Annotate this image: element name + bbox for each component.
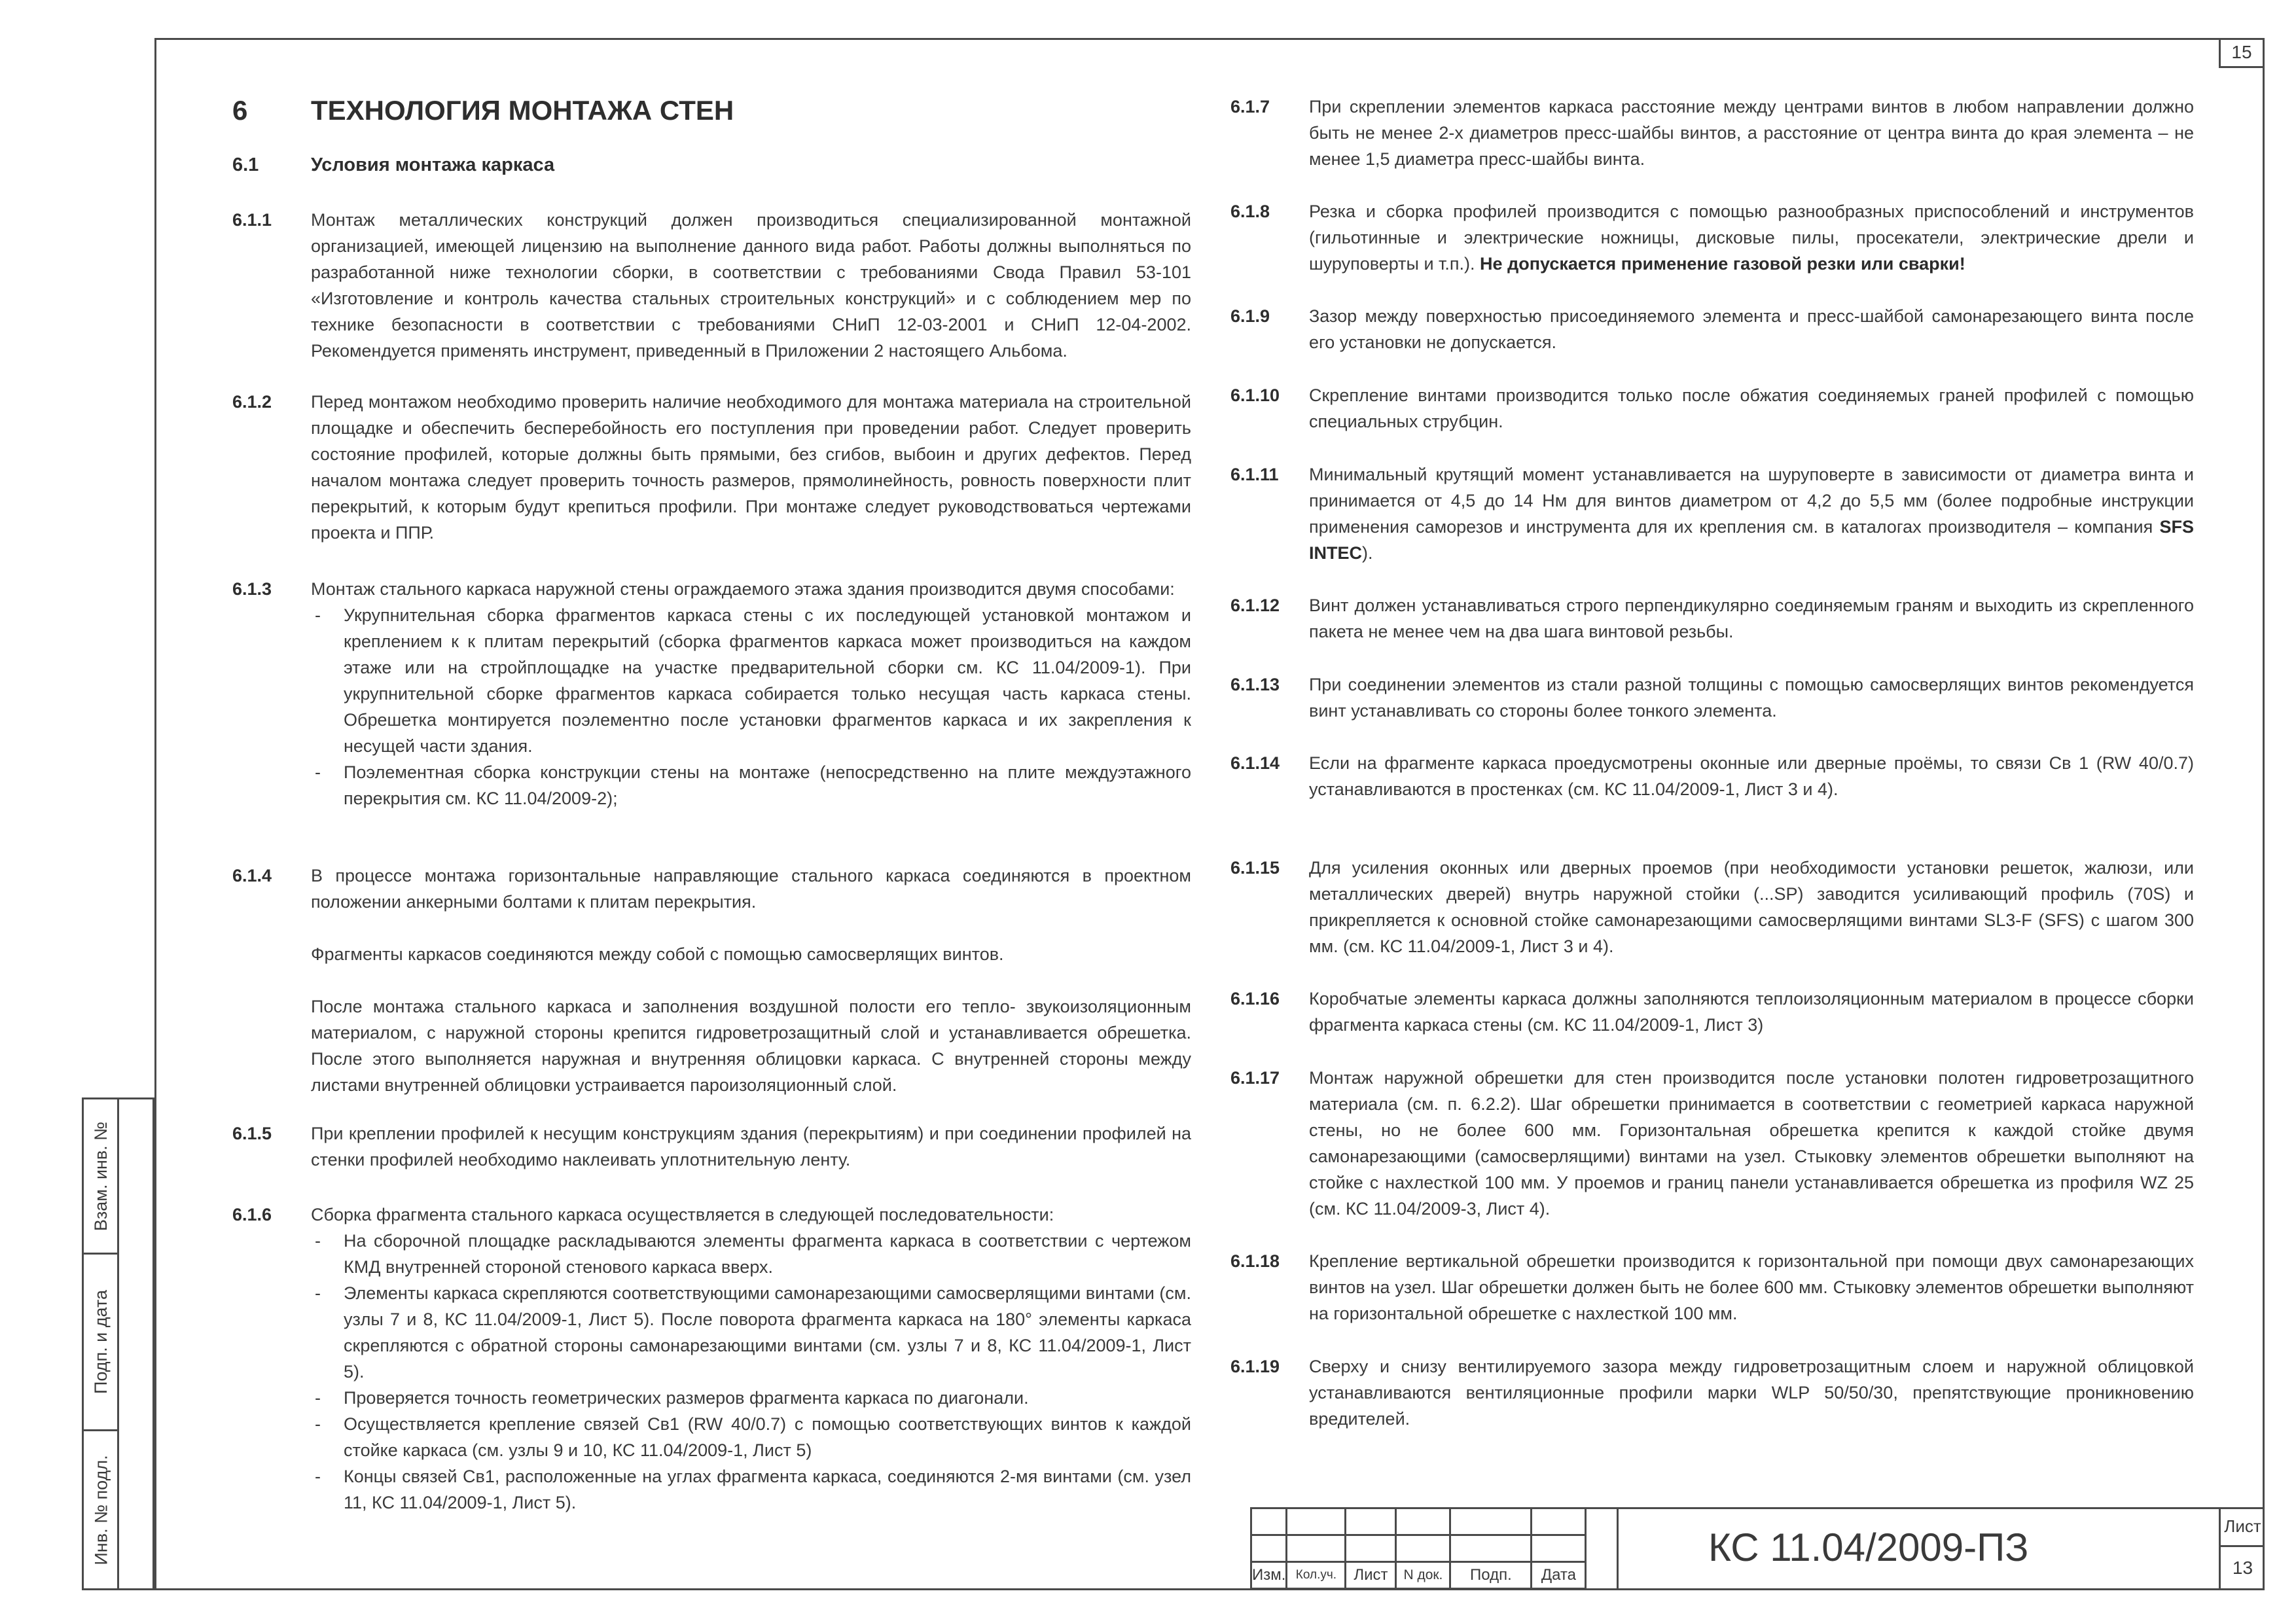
clause-number: 6.1.7 xyxy=(1230,97,1270,116)
clause-number: 6.1.1 xyxy=(232,210,272,230)
subsection-number: 6.1 xyxy=(232,154,259,175)
clause-text: Монтаж стального каркаса наружной стены ограждаемого этажа здания производится двумя способами: xyxy=(311,579,1175,599)
list-item: - Проверяется точность геометрических размеров фрагмента каркаса по диагонали. xyxy=(315,1388,1029,1408)
clause-text: После монтажа стального каркаса и заполнения воздушной полости его тепло- звукоизоляционным материалом, с наружной стороны крепится гидроветрозащитный слой и устанавливается обрешетка. После этого выполняется наружная и внутренняя облицовки каркаса. С внутренней стороны между листами внутренней облицовки устраивается пароизоляционный слой. xyxy=(311,997,1191,1095)
list-item: - Элементы каркаса скрепляются соответствующими самонарезающими самосверлящими винтами (см. узлы 7 и 8, КС 11.04/2009-1, Лист 5). После поворота фрагмента каркаса на 180° элементы каркаса скрепляются с обратной стороны самонарезающими винтами (см. узлы 7 и 8, КС 11.04/2009-1, Лист 5). xyxy=(315,1283,1191,1382)
section-number: 6 xyxy=(232,95,248,126)
side-stamp xyxy=(82,1097,154,1590)
clause-number: 6.1.10 xyxy=(1230,385,1280,405)
clause-number: 6.1.11 xyxy=(1230,465,1279,484)
clause-number: 6.1.13 xyxy=(1230,675,1280,694)
side-label-signature: Подп. и дата xyxy=(91,1289,111,1395)
side-cell-original xyxy=(84,1429,119,1588)
side-cell-replacement xyxy=(84,1099,119,1253)
clause-number: 6.1.2 xyxy=(232,392,272,412)
clause-text: Коробчатые элементы каркаса должны заполняются теплоизоляционным материалом в процессе сборки фрагмента каркаса стены (см. КС 11.04/2009-1, Лист 3) xyxy=(1309,989,2194,1035)
clause-number: 6.1.19 xyxy=(1230,1357,1280,1376)
column-header: Изм. xyxy=(1251,1562,1287,1589)
clause-text: При креплении профилей к несущим конструкциям здания (перекрытиям) и при соединении профилей на стенки профилей необходимо наклеивать уплотнительную ленту. xyxy=(311,1124,1191,1169)
clause-number: 6.1.4 xyxy=(232,866,272,885)
clause-text: При скреплении элементов каркаса расстояние между центрами винтов в любом направлении должно быть не менее 2-х диаметров пресс-шайбы винтов, а расстояние от центра винта до края элемента – не менее 1,5 диаметра пресс-шайбы винта. xyxy=(1309,97,2194,169)
clause-text: В процессе монтажа горизонтальные направляющие стального каркаса соединяются в проектном положении анкерными болтами к плитам перекрытия. xyxy=(311,866,1191,912)
clause-text: Сборка фрагмента стального каркаса осуществляется в следующей последовательности: xyxy=(311,1205,1054,1224)
side-cell-signature xyxy=(84,1253,119,1429)
clause-number: 6.1.12 xyxy=(1230,596,1280,615)
title-block-divider xyxy=(1617,1507,1619,1590)
clause-text: Перед монтажом необходимо проверить наличие необходимого для монтажа материала на строительной площадке и обеспечить бесперебойность его поступления при проведении работ. Следует проверить состояние профилей, которые должны быть прямыми, без сгибов, выбоин и других дефектов. Перед началом монтажа следует проверить точность размеров, прямолинейность, ровность поверхности плит перекрытий, к которым будут крепиться профили. При монтаже следует руководствоваться чертежами проекта и ППР. xyxy=(311,392,1191,543)
clause-number: 6.1.5 xyxy=(232,1124,272,1143)
list-item: - Поэлементная сборка конструкции стены на монтаже (непосредственно на плите междуэтажного перекрытия см. КС 11.04/2009-2); xyxy=(315,762,1191,808)
sheet-label: Лист xyxy=(2221,1507,2265,1547)
list-item: - Укрупнительная сборка фрагментов каркаса стены с их последующей установкой монтажом и креплением к к плитам перекрытий (сборка фрагментов каркаса может производиться на каждом этаже или на стройплощадке на участке предварительной сборки см. КС 11.04/2009-1). При укрупнительной сборке фрагментов каркаса собирается только несущая часть каркаса стены. Обрешетка монтируется поэлементно после установки фрагментов каркаса и их закрепления к несущей части здания. xyxy=(315,605,1191,756)
clause-text: Если на фрагменте каркаса проедусмотрены оконные или дверные проёмы, то связи Св 1 (RW 40/0.7) устанавливаются в простенках (см. КС 11.04/2009-1, Лист 3 и 4). xyxy=(1309,753,2194,799)
top-sheet-number: 15 xyxy=(2219,38,2265,68)
clause-text: Фрагменты каркасов соединяются между собой с помощью самосверлящих винтов. xyxy=(311,944,1004,964)
clause-text: Сверху и снизу вентилируемого зазора между гидроветрозащитным слоем и наружной облицовкой устанавливаются вентиляционные профили марки WLP 50/50/30, препятствующие проникновению вредителей. xyxy=(1309,1357,2194,1429)
column-header: Кол.уч. xyxy=(1287,1562,1346,1589)
clause-number: 6.1.14 xyxy=(1230,753,1280,773)
column-header: Подп. xyxy=(1450,1562,1532,1589)
revision-table xyxy=(1250,1507,1587,1590)
list-item: - Осуществляется крепление связей Св1 (RW 40/0.7) с помощью соответствующих винтов к каждой стойке каркаса (см. узлы 9 и 10, КС 11.04/2009-1, Лист 5) xyxy=(315,1414,1191,1460)
column-header: Дата xyxy=(1532,1562,1586,1589)
side-label-replacement: Взам. инв. № xyxy=(91,1121,111,1231)
list-item: - На сборочной площадке раскладываются элементы фрагмента каркаса в соответствии с чертежом КМД внутренней стороной стенового каркаса вверх. xyxy=(315,1231,1191,1277)
clause-number: 6.1.17 xyxy=(1230,1068,1280,1088)
clause-text: Винт должен устанавливаться строго перпендикулярно соединяемым граням и выходить из скрепленного пакета не менее чем на два шага винтовой резьбы. xyxy=(1309,596,2194,641)
warning-text: Не допускается применение газовой резки или сварки! xyxy=(1480,254,1965,274)
clause-text: При соединении элементов из стали разной толщины с помощью самосверлящих винтов рекомендуется винт устанавливать со стороны более тонкого элемента. xyxy=(1309,675,2194,721)
list-item: - Концы связей Св1, расположенные на углах фрагмента каркаса, соединяются 2-мя винтами (см. узел 11, КС 11.04/2009-1, Лист 5). xyxy=(315,1467,1191,1512)
clause-text: Монтаж металлических конструкций должен производиться специализированной монтажной организацией, имеющей лицензию на выполнение данного вида работ. Работы должны выполняться по разработанной ниже технологии сборки, в соответствии с требованиями Свода Правил 53-101 «Изготовление и контроль качества стальных строительных конструкций» и с соблюдением мер по технике безопасности в соответствии с требованиями СНиП 12-03-2001 и СНиП 12-04-2002. Рекомендуется применять инструмент, приведенный в Приложении 2 настоящего Альбома. xyxy=(311,210,1191,361)
clause-number: 6.1.18 xyxy=(1230,1251,1280,1271)
clause-text: Скрепление винтами производится только после обжатия соединяемых граней профилей с помощью специальных струбцин. xyxy=(1309,385,2194,431)
column-header: Лист xyxy=(1346,1562,1396,1589)
clause-text: Резка и сборка профилей производится с помощью разнообразных приспособлений и инструментов (гильотинные и электрические ножницы, дисковые пилы, просекатели, электрические дрели и шуруповерты и т.п.). Не допускается применение газовой резки или сварки! xyxy=(1309,202,2194,274)
clause-number: 6.1.8 xyxy=(1230,202,1270,221)
clause-number: 6.1.3 xyxy=(232,579,272,599)
clause-number: 6.1.16 xyxy=(1230,989,1280,1008)
subsection-title: Условия монтажа каркаса xyxy=(311,154,555,175)
clause-text: Зазор между поверхностью присоединяемого элемента и пресс-шайбой самонарезающего винта после его установки не допускается. xyxy=(1309,306,2194,352)
document-code: КС 11.04/2009-ПЗ xyxy=(1708,1525,2029,1569)
sheet-box xyxy=(2219,1507,2265,1590)
column-header: N док. xyxy=(1396,1562,1450,1589)
clause-number: 6.1.6 xyxy=(232,1205,272,1224)
clause-number: 6.1.15 xyxy=(1230,858,1280,878)
clause-text: Крепление вертикальной обрешетки производится к горизонтальной при помощи двух самонарезающих винтов на узел. Шаг обрешетки должен быть не более 600 мм. Стыковку элементов обрешетки выполняют на горизонтальной обрешетке с нахлесткой 100 мм. xyxy=(1309,1251,2194,1323)
clause-number: 6.1.9 xyxy=(1230,306,1270,326)
sheet-number: 13 xyxy=(2232,1557,2253,1578)
section-title: ТЕХНОЛОГИЯ МОНТАЖА СТЕН xyxy=(311,95,734,126)
clause-text: Монтаж наружной обрешетки для стен производится после установки полотен гидроветрозащитного материала (см. п. 6.2.2). Шаг обрешетки принимается в соответствии с геометрией каркаса наружной стены, но не более 600 мм. Горизонтальная обрешетка крепится к каждой стойке двумя самонарезающими (самосверлящими) винтами на узел. Стыковку элементов обрешетки выполняют на стойке с нахлесткой 100 мм. У проемов и границ панели устанавливается обрешетка из профиля WZ 25 (см. КС 11.04/2009-3, Лист 4). xyxy=(1309,1068,2194,1219)
clause-text: Для усиления оконных или дверных проемов (при необходимости установки решеток, жалюзи, или металлических дверей) внутрь наружной стойки (...SP) заводится усиливающий профиль (70S) и прикрепляется к основной стойке самонарезающими самосверлящими винтами SL3-F (SFS) с шагом 300 мм. (см. КС 11.04/2009-1, Лист 3 и 4). xyxy=(1309,858,2194,956)
clause-text: Минимальный крутящий момент устанавливается на шуруповерте в зависимости от диаметра винта и принимается от 4,5 до 14 Нм для винтов диаметром от 4,2 до 5,5 мм (более подробные инструкции применения саморезов и инструмента для их крепления см. в каталогах производителя – компания SFS INTEC). xyxy=(1309,465,2194,563)
side-label-original: Инв. № подл. xyxy=(91,1454,111,1565)
